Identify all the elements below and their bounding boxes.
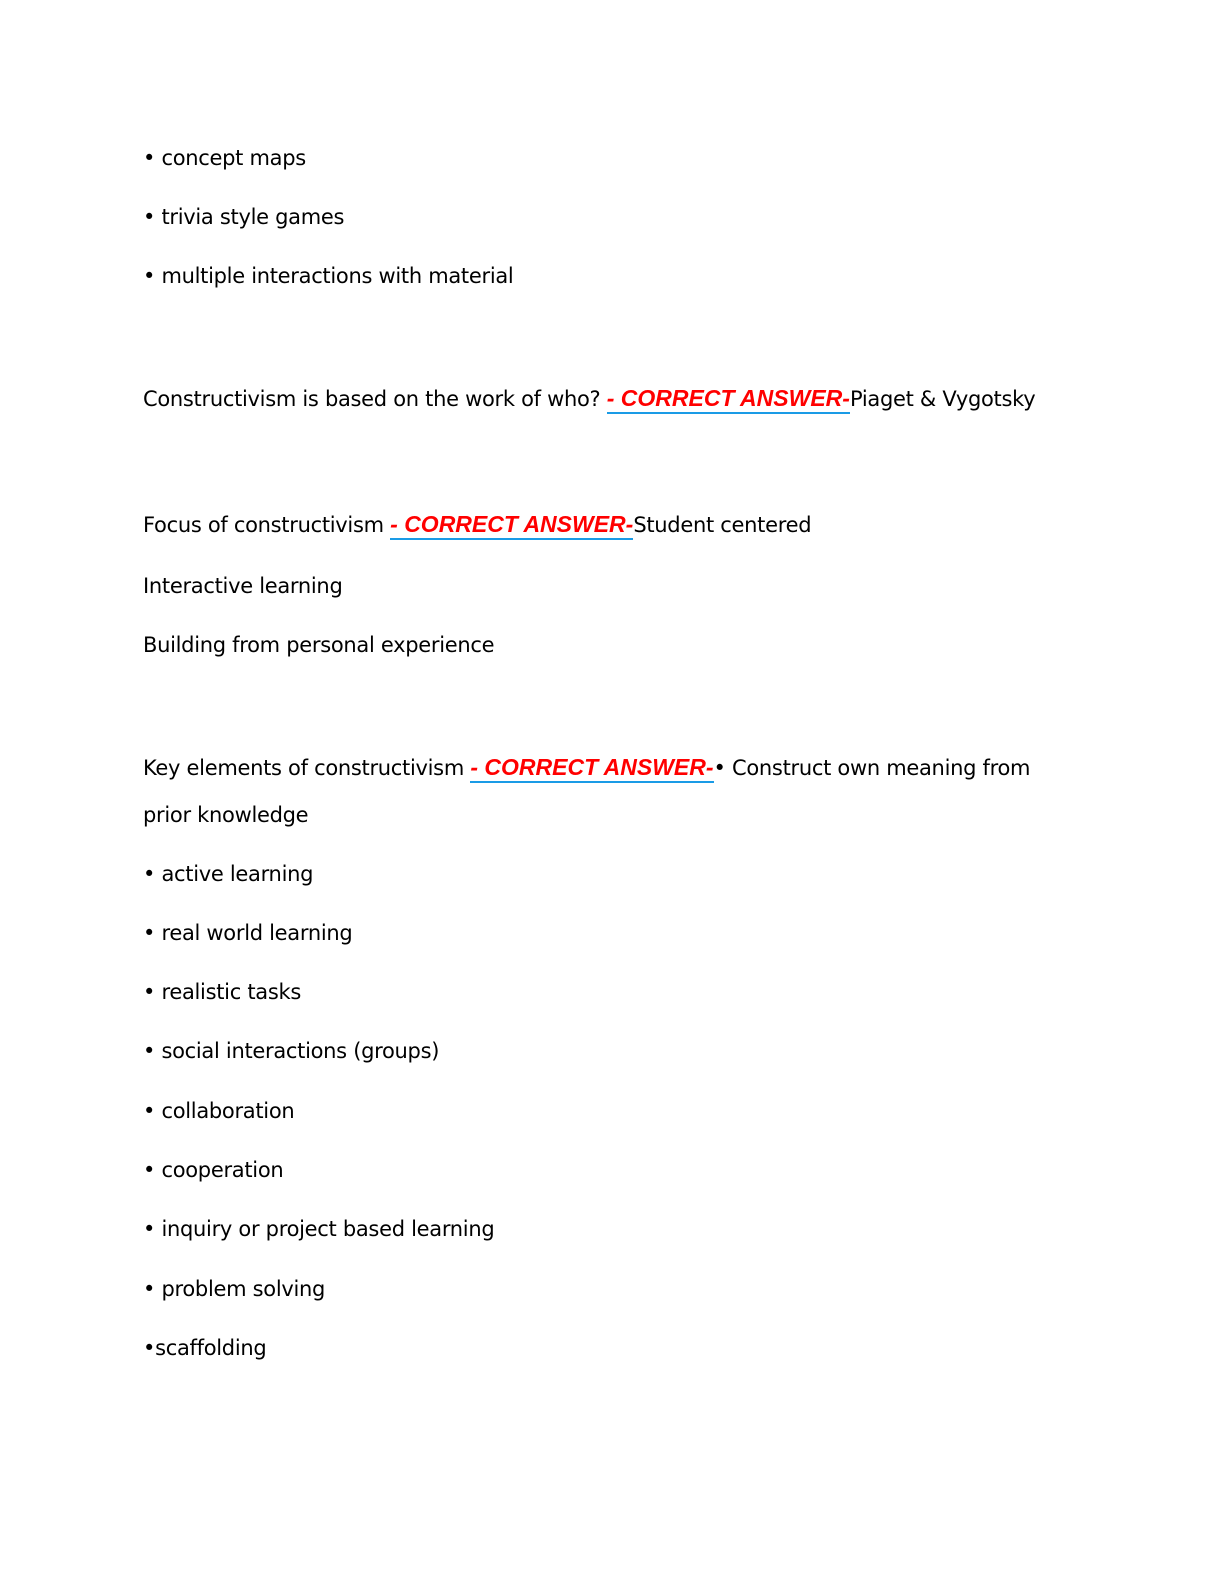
correct-answer-tag: - CORRECT ANSWER- xyxy=(390,511,633,540)
bullet-item: • problem solving xyxy=(143,1277,326,1301)
answer-text: • Construct own meaning from xyxy=(713,756,1031,780)
answer-text: Student centered xyxy=(633,513,812,537)
answer-line: Interactive learning xyxy=(143,574,343,598)
bullet-item: • cooperation xyxy=(143,1158,284,1182)
answer-text: Piaget & Vygotsky xyxy=(849,387,1036,411)
question-line xyxy=(143,754,1030,781)
bullet-item: • realistic tasks xyxy=(143,980,301,1004)
bullet-item: • multiple interactions with material xyxy=(143,264,514,288)
correct-answer-tag: - CORRECT ANSWER- xyxy=(470,754,713,783)
bullet-item: • concept maps xyxy=(143,146,306,170)
answer-line: Building from personal experience xyxy=(143,633,495,657)
bullet-item: • inquiry or project based learning xyxy=(143,1217,495,1241)
bullet-item: •scaffolding xyxy=(143,1336,267,1360)
correct-answer-tag: - CORRECT ANSWER- xyxy=(607,385,850,414)
answer-line: prior knowledge xyxy=(143,803,309,827)
question-line xyxy=(143,511,811,538)
question-text: Constructivism is based on the work of who? xyxy=(143,387,607,411)
bullet-item: • social interactions (groups) xyxy=(143,1039,440,1063)
question-text: Focus of constructivism xyxy=(143,513,391,537)
question-text: Key elements of constructivism xyxy=(143,756,471,780)
bullet-item: • real world learning xyxy=(143,921,353,945)
bullet-item: • active learning xyxy=(143,862,314,886)
bullet-item: • trivia style games xyxy=(143,205,345,229)
question-line xyxy=(143,385,1035,412)
bullet-item: • collaboration xyxy=(143,1099,295,1123)
